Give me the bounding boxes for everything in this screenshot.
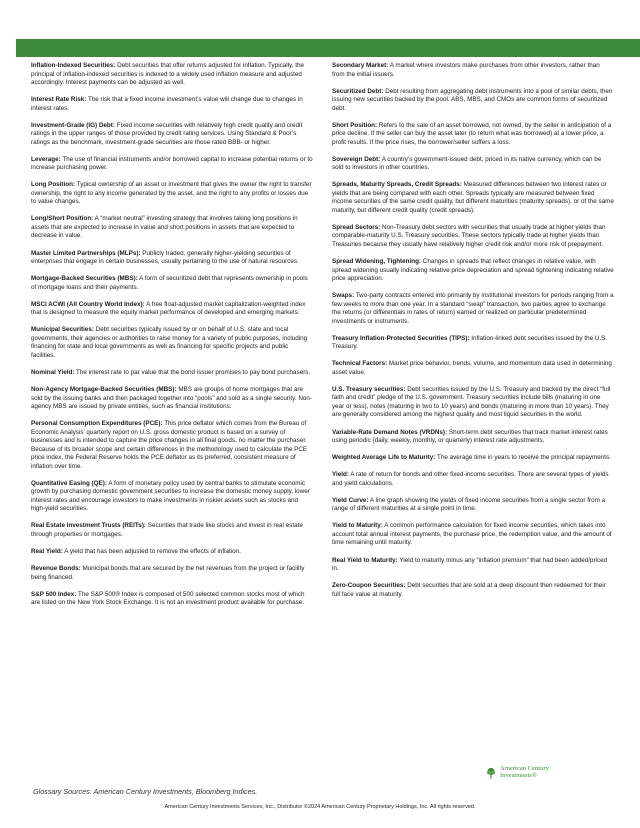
glossary-definition: Inflation-linked debt securities issued by the U.S. Treasury. bbox=[332, 334, 608, 351]
glossary-term: Sovereign Debt: bbox=[332, 155, 381, 163]
glossary-definition: A country’s government-issued debt, priced in its native currency, which can be sold to investors in other countries. bbox=[332, 155, 602, 172]
glossary-entry bbox=[31, 326, 313, 360]
glossary-definition: This price deflator which comes from the Bureau of Economic Analysis’ quarterly report on U.S. gross domestic product is based on a survey of businesses and is intended to capture the price changes in all final goods, no matter the purchaser. Because of its broader scope and certain differences in the methodology used to calculate the PCE price index, the Federal Reserve holds the PCE deflator as its preferred, consistent measure of inflation over time. bbox=[31, 420, 308, 470]
glossary-term: Inflation-Indexed Securities: bbox=[31, 62, 116, 69]
glossary-definition: A “market neutral” investing strategy that involves taking long positions in assets that are expected to increase in value and short positions in assets that are expected to decrease in value. bbox=[31, 215, 298, 240]
glossary-term: Real Yield to Maturity: bbox=[332, 556, 398, 564]
glossary-definition: Municipal bonds that are secured by the net revenues from the project or facility being financed. bbox=[31, 565, 305, 581]
logo-wordmark bbox=[500, 766, 549, 779]
glossary-term: U.S. Treasury securities: bbox=[332, 385, 406, 393]
glossary-entry bbox=[332, 335, 614, 352]
glossary-term: Municipal Securities: bbox=[31, 326, 94, 334]
glossary-entry bbox=[31, 122, 313, 148]
glossary-definition: The interest rate to par value that the bond issuer promises to pay bond purchasers. bbox=[76, 368, 311, 376]
glossary-entry bbox=[332, 62, 614, 79]
glossary-term: Quantitative Easing (QE): bbox=[31, 479, 107, 487]
glossary-term: Weighted Average Life to Maturity: bbox=[332, 454, 436, 462]
glossary-term: Treasury Inflation-Protected Securities (TIPS): bbox=[332, 334, 470, 342]
glossary-entry bbox=[31, 96, 313, 113]
glossary-term: Variable-Rate Demand Notes (VRDNs): bbox=[332, 428, 448, 436]
glossary-definition: MBS are groups of home mortgages that are sold by the issuing banks and then packaged together into “pools” and sold as a single security. Non-agency MBS are issued by private entities, such as financial institutions. bbox=[31, 386, 312, 411]
glossary-definition: Changes in spreads that reflect changes in relative value, with spread widening usually indicating relative price depreciation and spread tightening indicating relative price appreciation. bbox=[332, 258, 614, 283]
glossary-term: Swaps: bbox=[332, 292, 355, 300]
glossary-definition: Typical ownership of an asset or investment that gives the owner the right to transfer ownership, the right to any income generated by the asset, and the right to any profits or losses due to value changes. bbox=[31, 181, 312, 206]
glossary-entry bbox=[332, 522, 614, 548]
glossary-entry bbox=[31, 548, 313, 557]
glossary-entry bbox=[31, 591, 313, 608]
glossary-definition: Debt resulting from aggregating debt instruments into a pool of similar debts, then issuing new securities backed by the pool. ABS, MBS, and CMOs are common forms of securitized debt. bbox=[332, 87, 613, 112]
glossary-term: Spreads, Maturity Spreads, Credit Spreads: bbox=[332, 181, 462, 189]
glossary-term: Secondary Market: bbox=[332, 62, 389, 69]
glossary-term: Nominal Yield: bbox=[31, 368, 75, 376]
glossary-term: MSCI ACWI (All Country World Index): bbox=[31, 300, 145, 308]
glossary-definition: Publicly traded, generally higher-yielding securities of enterprises that engage in certain businesses, usually pertaining to the use of natural resources. bbox=[31, 249, 299, 266]
glossary-term: Yield to Maturity: bbox=[332, 522, 383, 530]
glossary-definition: A form of monetary policy used by central banks to stimulate economic growth by purchasing domestic government securities to increase the domestic money supply, lower interest rates and encourage investors to make investments in riskier assets such as stocks and high-yield securities. bbox=[31, 479, 310, 513]
glossary-entry bbox=[31, 386, 313, 412]
glossary-entry bbox=[332, 292, 614, 326]
glossary-entry bbox=[31, 420, 313, 471]
glossary-definition: A form of securitized debt that represents ownership in pools of mortgage loans and their payments. bbox=[31, 275, 308, 291]
glossary-term: Non-Agency Mortgage-Backed Securities (MBS): bbox=[31, 386, 177, 394]
glossary-entry bbox=[332, 386, 614, 420]
glossary-entry bbox=[332, 454, 614, 463]
glossary-definition: A common performance calculation for fixed income securities, which takes into account total annual interest payments, the purchase price, the redemption value, and the amount of time remaining until maturity. bbox=[332, 522, 612, 547]
glossary-entry bbox=[332, 557, 614, 574]
glossary-term: Investment-Grade (IG) Debt: bbox=[31, 121, 115, 129]
glossary-term: Master Limited Partnerships (MLPs): bbox=[31, 249, 141, 257]
logo-line-1: American Century bbox=[500, 765, 549, 772]
glossary-entry bbox=[332, 258, 614, 284]
glossary-entry bbox=[31, 301, 313, 318]
glossary-entry bbox=[332, 181, 614, 215]
glossary-definition: Debt securities issued by the U.S. Treasury and backed by the direct “full faith and credit” pledge of the U.S. government. Treasury securities include bills (maturing in one year or less), notes (maturing in two to 10 years) and bonds (maturing in more than 10 years). They are generally considered among the highest quality and most liquid securities in the world. bbox=[332, 385, 611, 419]
glossary-entry bbox=[332, 497, 614, 514]
glossary-definition: A rate of return for bonds and other fixed-income securities. There are several types of yields and yield calculations. bbox=[332, 471, 609, 487]
glossary-entry bbox=[31, 62, 313, 88]
logo-line-2: Investments® bbox=[500, 771, 537, 779]
glossary-definition: Two-party contracts entered into primarily by institutional investors for periods ranging from a few weeks to more than one year. In a standard “swap” transaction, two parties agree to exchange the returns (or differentials in rates of return) earned or realized on particular predetermined investments or instruments. bbox=[332, 292, 614, 325]
glossary-term: Long Position: bbox=[31, 181, 76, 189]
glossary-definition: Market price behavior, trends, volume, and momentum data used in determining asset value. bbox=[332, 360, 612, 376]
glossary-term: Zero-Coupon Securities: bbox=[332, 582, 406, 590]
glossary-definition: Short-term debt securities that track market interest rates using periodic (daily, weekly, monthly, or quarterly) interest rate adjustments. bbox=[332, 428, 608, 445]
glossary-definition: A market where investors make purchases from other investors, rather than from the initial issuers. bbox=[332, 62, 600, 78]
glossary-entry bbox=[31, 215, 313, 241]
glossary-entry bbox=[31, 275, 313, 292]
glossary-definition: The risk that a fixed income investment’s value will change due to changes in interest rates. bbox=[31, 96, 303, 112]
glossary-term: Spread Sectors: bbox=[332, 223, 381, 231]
glossary-term: Securitized Debt: bbox=[332, 87, 384, 95]
glossary-entry bbox=[31, 181, 313, 207]
glossary-term: Real Yield: bbox=[31, 547, 63, 555]
glossary-entry bbox=[31, 480, 313, 514]
glossary-definition: Debt securities that offer returns adjusted for inflation. Typically, the principal of inflation-indexed securities is indexed to a widely used inflation measure and adjusted accordingly. Interest payments can be adjusted as well. bbox=[31, 62, 304, 86]
glossary-definition: Refers to the sale of an asset borrowed, not owned, by the seller in anticipation of a price decline. If the seller can buy the asset later (to return what was borrowed) at a lower price, a profit results. If the price rises, the borrower/seller suffers a loss. bbox=[332, 121, 612, 146]
glossary-definition: Non-Treasury debt sectors with securities that usually trade at higher yields than comparable-maturity U.S. Treasury securities. These sectors typically trade at higher yields than Treasuries because they usually have relatively higher credit risk and/or more risk of prepayment. bbox=[332, 223, 606, 248]
glossary-term: Revenue Bonds: bbox=[31, 565, 81, 572]
glossary-term: Real Estate Investment Trusts (REITs): bbox=[31, 522, 147, 530]
glossary-term: Personal Consumption Expenditures (PCE): bbox=[31, 420, 163, 428]
glossary-entry bbox=[332, 582, 614, 599]
glossary-entry bbox=[31, 565, 313, 582]
glossary-definition: Securities that trade like stocks and invest in real estate through properties or mortgages. bbox=[31, 522, 303, 538]
footer-copyright: American Century Investments Services, Inc., Distributor ©2024 American Century Proprietary Holdings, Inc. All rights reserved. bbox=[164, 804, 476, 810]
glossary-sources: Glossary Sources: American Century Investments, Bloomberg Indices. bbox=[33, 787, 258, 796]
glossary-entry bbox=[31, 156, 313, 173]
glossary-entry bbox=[332, 360, 614, 377]
glossary-definition: A free float-adjusted market capitalization-weighted index that is designed to measure the equity market performance of developed and emerging markets. bbox=[31, 300, 306, 317]
glossary-definition: A line graph showing the yields of fixed income securities from a single sector from a range of different maturities at a single point in time. bbox=[332, 496, 606, 513]
glossary-entry bbox=[332, 156, 614, 173]
glossary-term: Technical Factors: bbox=[332, 360, 388, 368]
glossary-entry bbox=[332, 224, 614, 250]
glossary-definition: Yield to maturity minus any “inflation premium” that had been added/priced in. bbox=[332, 556, 608, 572]
glossary-term: Long/Short Position: bbox=[31, 215, 94, 223]
glossary-entry bbox=[332, 88, 614, 114]
header-bar bbox=[16, 39, 640, 57]
glossary-definition: Measured differences between two interest rates or yields that are being compared with each other. Spreads typically are measured between fixed income securities of the same credit quality, but different maturities (maturity spreads), or of the same maturity, but different credit quality (credit spreads). bbox=[332, 181, 614, 214]
company-logo bbox=[485, 766, 549, 779]
tree-logo-icon bbox=[485, 767, 497, 779]
glossary-definition: Fixed income securities with relatively high credit quality and credit ratings in the upper ranges of those provided by credit rating services. Using Standard & Poor’s ratings as the benchmark, investment-grade securities are those rated BBB- or higher. bbox=[31, 121, 303, 146]
glossary-column-left bbox=[31, 62, 313, 616]
glossary-term: Mortgage-Backed Securities (MBS): bbox=[31, 275, 138, 283]
glossary-definition: The average time in years to receive the principal repayments. bbox=[436, 454, 611, 462]
glossary-term: Spread Widening, Tightening: bbox=[332, 258, 422, 266]
glossary-entry bbox=[332, 471, 614, 488]
glossary-term: Yield Curve: bbox=[332, 496, 369, 504]
glossary-term: Leverage: bbox=[31, 155, 61, 163]
glossary-entry bbox=[31, 522, 313, 539]
glossary-term: Interest Rate Risk: bbox=[31, 96, 87, 104]
glossary-definition: A yield that has been adjusted to remove the effects of inflation. bbox=[64, 547, 241, 555]
glossary-entry bbox=[332, 122, 614, 148]
glossary-term: S&P 500 Index: bbox=[31, 590, 77, 598]
glossary-entry bbox=[31, 369, 313, 378]
glossary-entry bbox=[31, 250, 313, 267]
glossary-definition: Debt securities typically issued by or on behalf of U.S. state and local governments, their agencies or authorities to raise money for a variety of public purposes, including financing for state and local governments as well as financing for specific projects and public facilities. bbox=[31, 326, 308, 359]
glossary-definition: The S&P 500® Index is composed of 500 selected common stocks most of which are listed on the New York Stock Exchange. It is not an investment product available for purchase. bbox=[31, 590, 305, 607]
glossary-entry bbox=[332, 429, 614, 446]
glossary-definition: The use of financial instruments and/or borrowed capital to increase potential returns or to increase purchasing power. bbox=[31, 155, 313, 172]
glossary-term: Short Position: bbox=[332, 121, 378, 129]
glossary-definition: Debt securities that are sold at a deep discount then redeemed for their full face value at maturity. bbox=[332, 582, 606, 598]
glossary-term: Yield: bbox=[332, 471, 349, 479]
glossary-column-right bbox=[332, 62, 614, 608]
